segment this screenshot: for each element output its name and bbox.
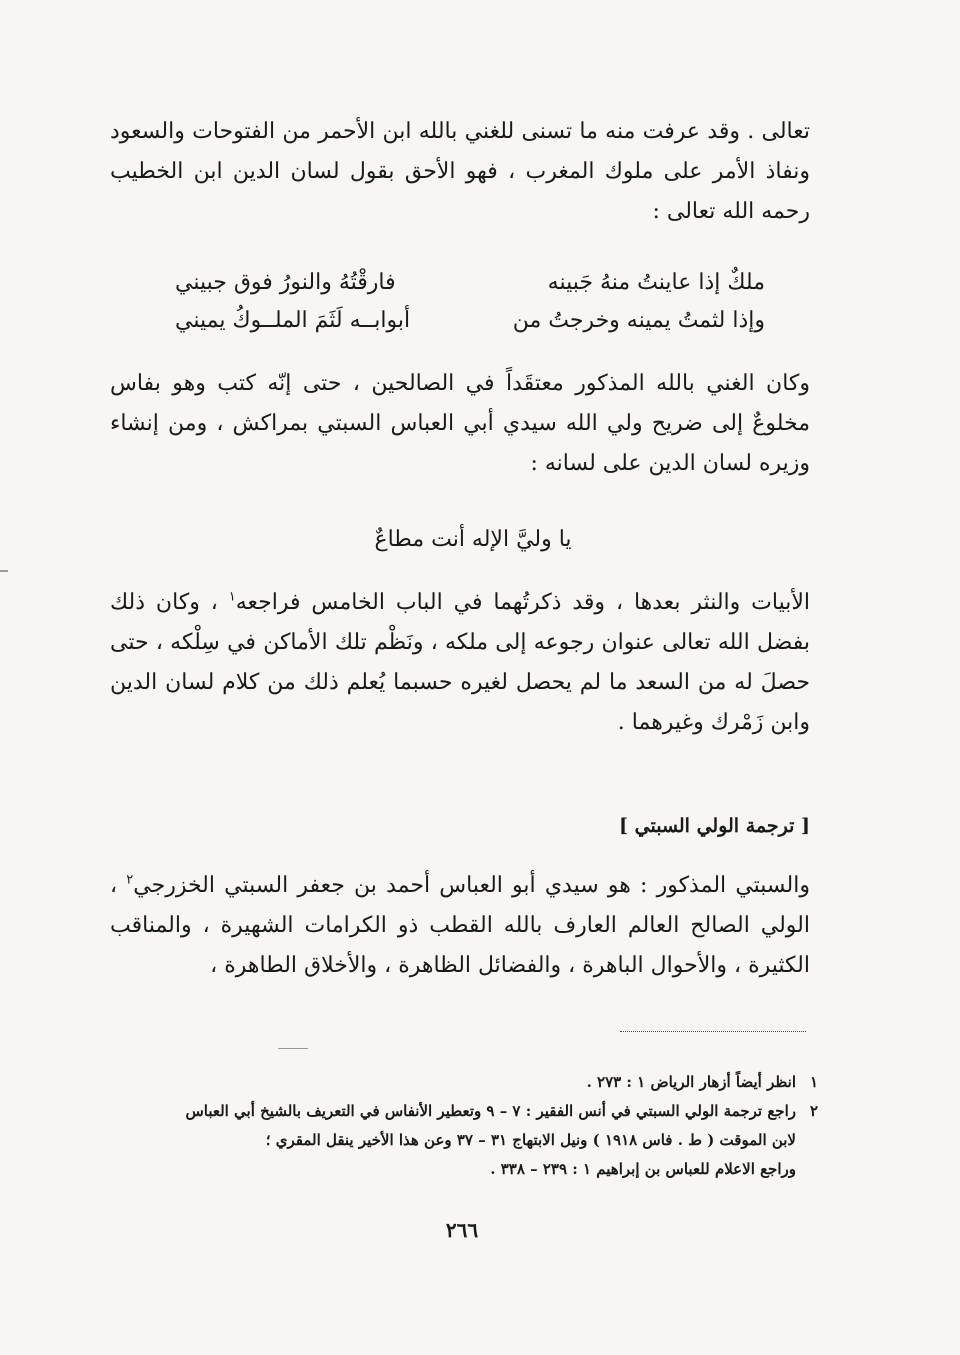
paragraph-2: [110, 364, 810, 484]
footnote-2-line-2: لابن الموقت ( ط . فاس ١٩١٨ ) ونيل الابتهاج ٣١ – ٣٧ وعن هذا الأخير ينقل المقري ؛: [265, 1131, 796, 1149]
paragraph-1-text: تعالى . وقد عرفت منه ما تسنى للغني بالله ابن الأحمر من الفتوحات والسعود ونفاذ الأمر على ملوك المغرب ، فهو الأحق بقول لسان الدين ابن الخطيب رحمه الله تعالى :: [110, 119, 810, 224]
paragraph-4-text: [110, 866, 810, 986]
footnote-1-number: ١: [809, 1073, 818, 1091]
verse-line-2-second-hemistich: أبوابــه لَثَمَ الملــوكُ يميني: [175, 308, 411, 333]
verse-line-1-second-hemistich: فارقْتُهُ والنورُ فوق جبيني: [175, 270, 396, 295]
page-number-text: ٢٦٦: [445, 1218, 479, 1242]
paragraph-3-rest: ، وكان ذلك بفضل الله تعالى عنوان رجوعه إلى ملكه ، ونَظْم تلك الأماكن في سِلْكه ، حتى حصلَ له من السعد ما لم يحصل لغيره حسبما يُعلم ذلك من كلام لسان الدين وابن زَمْرك وغيرهما .: [110, 590, 810, 735]
paragraph-2-text: وكان الغني بالله المذكور معتقَداً في الصالحين ، حتى إنّه كتب وهو بفاس مخلوعٌ إلى ضريح ولي الله سيدي أبي العباس السبتي بمراكش ، ومن إنشاء وزيره لسان الدين على لسانه :: [110, 371, 810, 476]
footnotes: [110, 1068, 818, 1184]
paragraph-3-text: [110, 583, 810, 743]
verse-line-1: [175, 264, 765, 302]
footnote-1-text: انظر أيضاً أزهار الرياض ١ : ٢٧٣ .: [586, 1073, 796, 1091]
paragraph-4: [110, 866, 810, 986]
footnote-2-number: ٢: [809, 1102, 818, 1120]
footnote-2-continued-2: [110, 1155, 818, 1184]
scan-speck: [278, 1048, 308, 1049]
scan-speck: [0, 570, 8, 572]
paragraph-3: [110, 583, 810, 743]
footnote-ref-2[interactable]: ٢: [126, 872, 134, 888]
verse-line-2: [175, 302, 765, 340]
paragraph-3-start: الأبيات والنثر بعدها ، وقد ذكرتُهما في الباب الخامس فراجعه: [235, 590, 811, 615]
paragraph-4-rest: ، الولي الصالح العالم العارف بالله القطب ذو الكرامات الشهيرة ، والمناقب الكثيرة ، والأحوال الباهرة ، والفضائل الظاهرة ، والأخلاق الطاهرة ،: [110, 873, 810, 978]
verse-couplet: [175, 264, 765, 340]
footnote-2-line-1: راجع ترجمة الولي السبتي في أنس الفقير : ٧ – ٩ وتعطير الأنفاس في التعريف بالشيخ أبي العباس: [185, 1102, 796, 1120]
section-heading: [ ترجمة الولي السبتي ]: [619, 815, 810, 837]
verse-line-1-first-hemistich: ملكٌ إذا عاينتُ منهُ جَبينه: [547, 270, 765, 295]
paragraph-4-start: والسبتي المذكور : هو سيدي أبو العباس أحمد بن جعفر السبتي الخزرجي: [133, 873, 810, 898]
footnote-2: [110, 1097, 818, 1126]
verse-line-2-first-hemistich: وإذا لثمتُ يمينه وخرجتُ من: [512, 308, 765, 333]
single-verse-line: [0, 520, 960, 560]
page-number: [0, 1218, 960, 1242]
footnote-ref-1[interactable]: ١: [228, 589, 236, 605]
footnote-2-line-3: وراجع الاعلام للعباس بن إبراهيم ١ : ٢٣٩ – ٣٣٨ .: [490, 1160, 796, 1178]
footnote-2-continued: [110, 1126, 818, 1155]
footnote-separator: [620, 1031, 806, 1032]
footnote-1: [110, 1068, 818, 1097]
single-verse-text: يا وليَّ الإله أنت مطاعٌ: [374, 527, 572, 552]
paragraph-1: [110, 112, 810, 232]
